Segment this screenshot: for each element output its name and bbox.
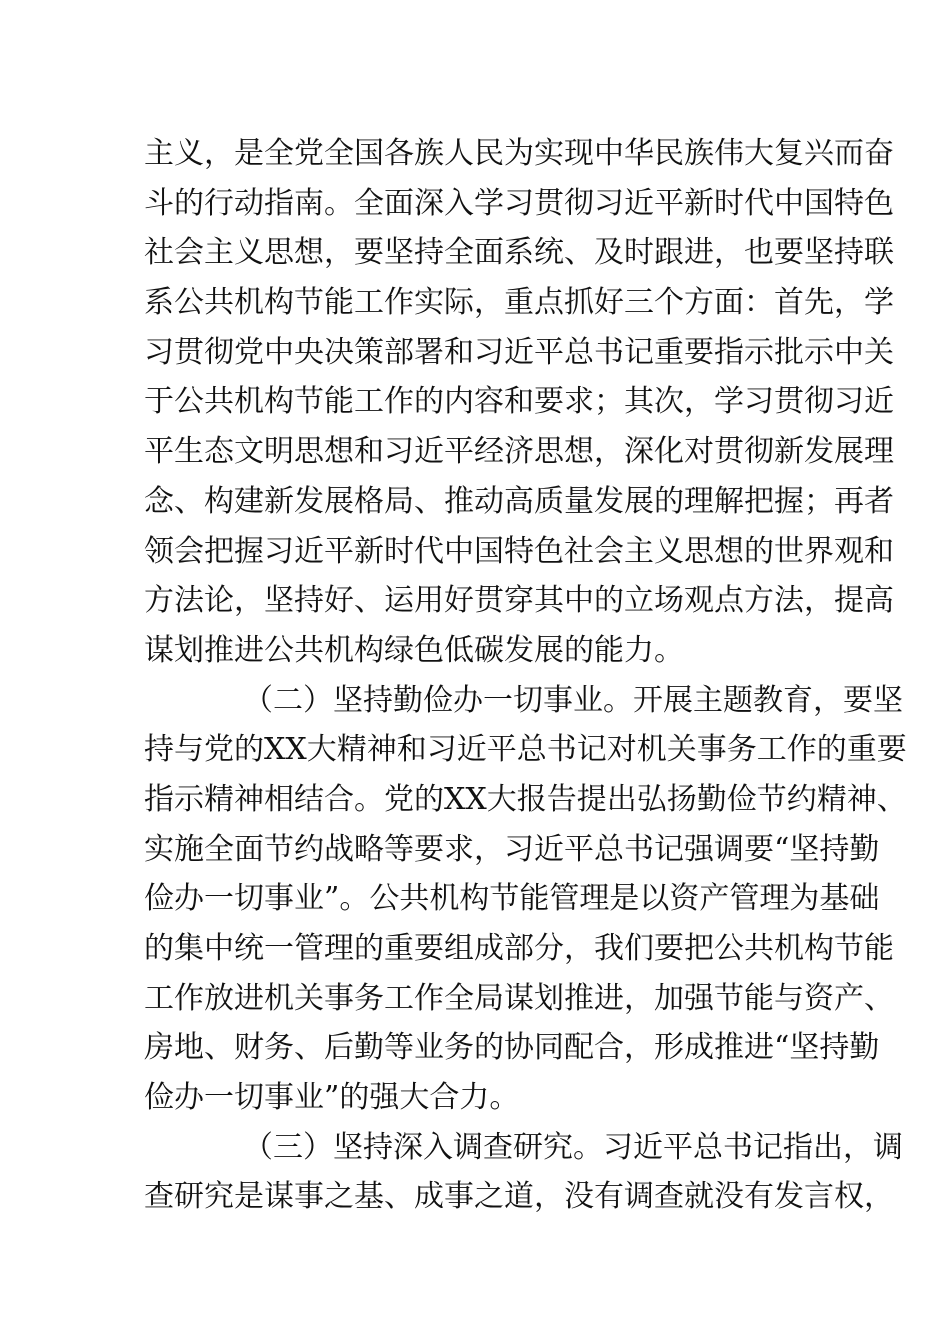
text-line: 主义，是全党全国各族人民为实现中华民族伟大复兴而奋 bbox=[144, 136, 894, 171]
text-line: 斗的行动指南。全面深入学习贯彻习近平新时代中国特色 bbox=[144, 185, 894, 221]
text-line: 工作放进机关事务工作全局谋划推进，加强节能与资产、 bbox=[144, 980, 894, 1016]
text-line: 房地、财务、后勤等业务的协同配合，形成推进“坚持勤 bbox=[144, 1030, 880, 1066]
text-line: 系公共机构节能工作实际，重点抓好三个方面：首先，学 bbox=[144, 285, 894, 321]
paragraph-3 bbox=[144, 1123, 903, 1222]
text-line: 持与党的XX大精神和习近平总书记对机关事务工作的重要 bbox=[144, 732, 907, 768]
text-line: 平生态文明思想和习近平经济思想，深化对贯彻新发展理 bbox=[144, 434, 894, 470]
text-line: 俭办一切事业”的强大合力。 bbox=[144, 1080, 520, 1116]
text-line: 领会把握习近平新时代中国特色社会主义思想的世界观和 bbox=[144, 533, 894, 569]
text-line: 社会主义思想，要坚持全面系统、及时跟进，也要坚持联 bbox=[144, 235, 894, 271]
paragraph-2 bbox=[144, 676, 907, 1123]
text-line: 念、构建新发展格局、推动高质量发展的理解把握；再者 bbox=[144, 483, 894, 519]
text-line: （三）坚持深入调查研究。习近平总书记指出，调 bbox=[243, 1129, 903, 1165]
text-line: 俭办一切事业”。公共机构节能管理是以资产管理为基础 bbox=[144, 881, 880, 917]
text-line: 方法论，坚持好、运用好贯穿其中的立场观点方法，提高 bbox=[144, 583, 894, 619]
text-line: （二）坚持勤俭办一切事业。开展主题教育，要坚 bbox=[243, 682, 903, 718]
text-line: 习贯彻党中央决策部署和习近平总书记重要指示批示中关 bbox=[144, 334, 894, 370]
text-line: 于公共机构节能工作的内容和要求；其次，学习贯彻习近 bbox=[144, 384, 894, 420]
text-line: 指示精神相结合。党的XX大报告提出弘扬勤俭节约精神、 bbox=[144, 781, 907, 817]
text-line: 实施全面节约战略等要求，习近平总书记强调要“坚持勤 bbox=[144, 831, 880, 867]
text-line: 谋划推进公共机构绿色低碳发展的能力。 bbox=[144, 632, 684, 668]
paragraph-1 bbox=[144, 129, 894, 676]
text-line: 查研究是谋事之基、成事之道，没有调查就没有发言权， bbox=[144, 1179, 894, 1215]
text-line: 的集中统一管理的重要组成部分，我们要把公共机构节能 bbox=[144, 931, 894, 966]
document-body bbox=[144, 129, 907, 1222]
